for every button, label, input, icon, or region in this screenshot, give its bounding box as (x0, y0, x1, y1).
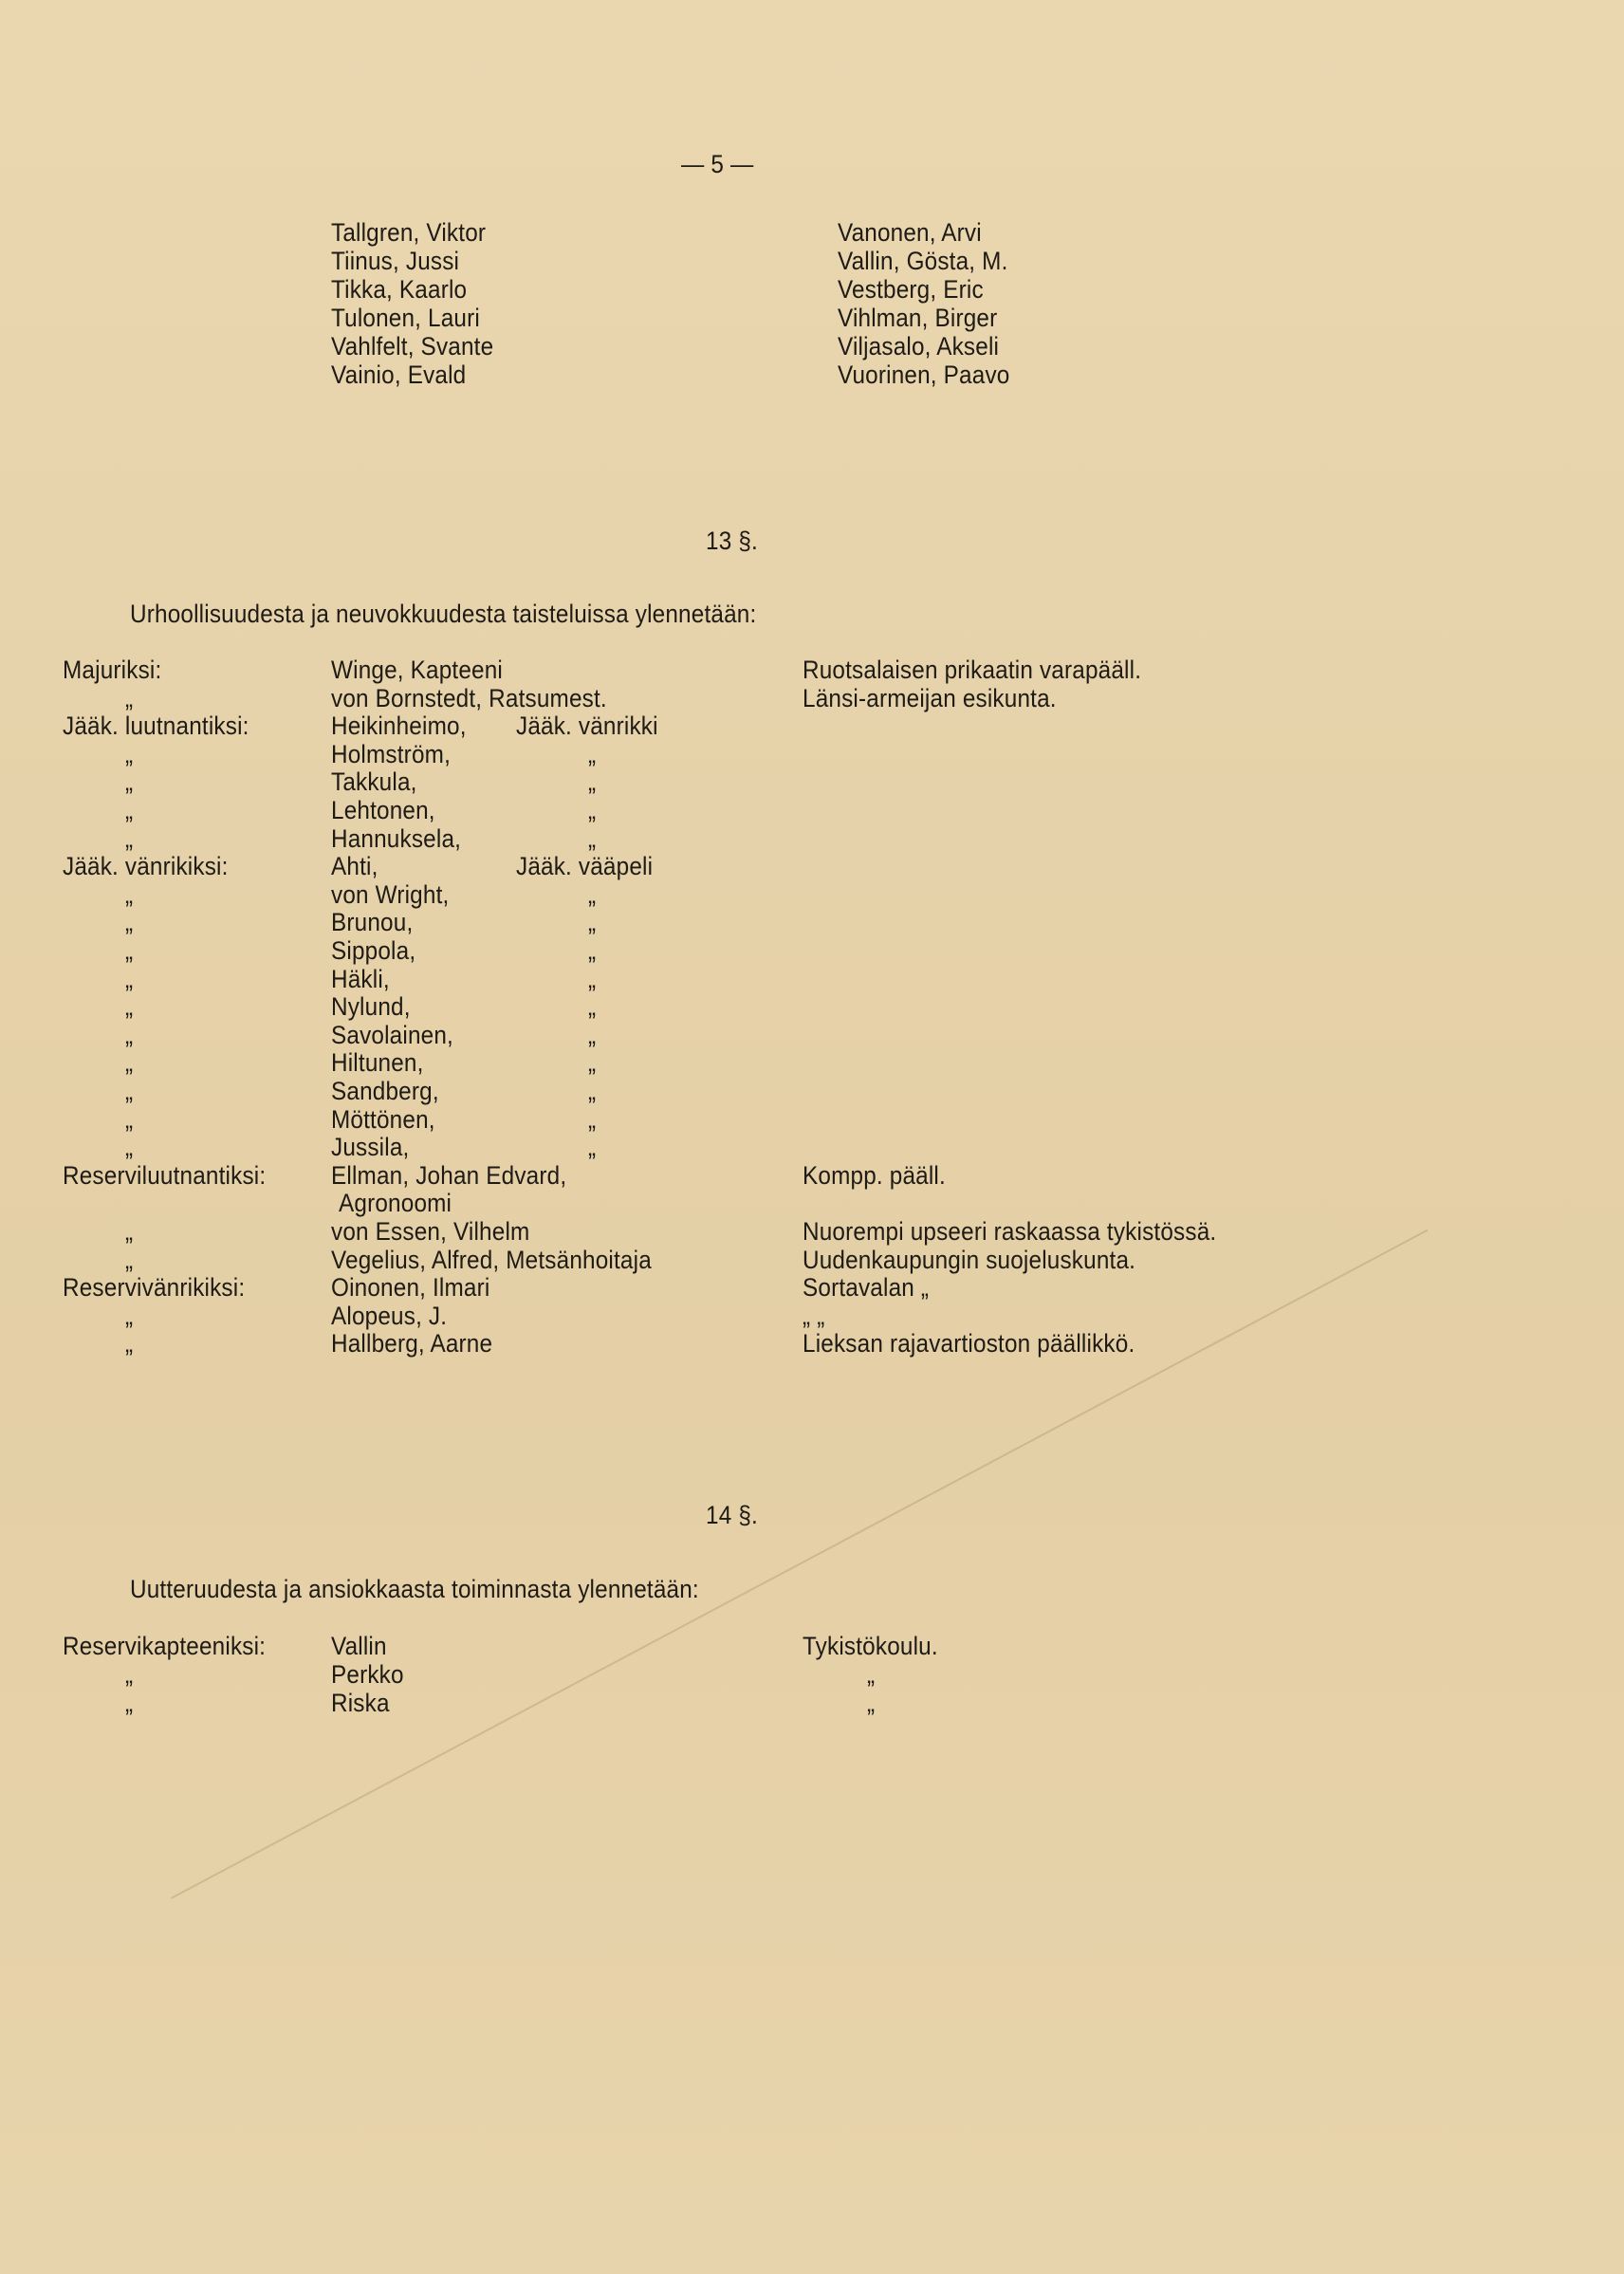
rank-label: „ (125, 1302, 134, 1330)
name-right-item: Vestberg, Eric (838, 275, 984, 304)
unit-label: Ruotsalaisen prikaatin varapääll. (803, 656, 1142, 684)
rank-label: „ (125, 1246, 134, 1274)
name-right-item: Vanonen, Arvi (838, 218, 982, 247)
person-title: „ (588, 1133, 597, 1161)
person-name: von Wright, (331, 880, 450, 909)
rank-label: „ (125, 796, 134, 824)
section-14-heading: 14 §. (706, 1501, 758, 1529)
rank-label: Majuriksi: (63, 656, 162, 684)
person-name: Sandberg, (331, 1077, 439, 1105)
person-title: „ (588, 1048, 597, 1077)
unit-label: Lieksan rajavartioston päällikkö. (803, 1329, 1135, 1358)
unit-label: Länsi-armeijan esikunta. (803, 684, 1057, 712)
name-left-item: Vainio, Evald (331, 361, 467, 389)
person-name: Hiltunen, (331, 1048, 424, 1077)
person-title: Jääk. vääpeli (516, 852, 654, 880)
person-name: Brunou, (331, 908, 414, 936)
name-right-item: Vihlman, Birger (838, 304, 998, 332)
rank-label: „ (125, 1048, 134, 1077)
rank-label: „ (125, 1689, 134, 1717)
section-13-heading: 13 §. (706, 527, 758, 555)
name-right-item: Vallin, Gösta, M. (838, 247, 1008, 275)
person-name: Sippola, (331, 936, 416, 965)
person-title: „ (588, 992, 597, 1021)
rank-label: „ (125, 1021, 134, 1049)
rank-label: Jääk. luutnantiksi: (63, 712, 249, 740)
unit-label: Nuorempi upseeri raskaassa tykistössä. (803, 1217, 1217, 1246)
person-name: Savolainen, (331, 1021, 453, 1049)
rank-label: „ (125, 767, 134, 796)
unit-label: „ „ (803, 1302, 825, 1330)
unit-label: Tykistökoulu. (803, 1632, 938, 1660)
name-left-item: Tikka, Kaarlo (331, 275, 468, 304)
rank-label: „ (125, 965, 134, 993)
rank-label: „ (125, 1105, 134, 1134)
person-name: Oinonen, Ilmari (331, 1273, 490, 1302)
rank-label: „ (125, 1217, 134, 1246)
person-title: „ (588, 796, 597, 824)
person-name: Jussila, (331, 1133, 410, 1161)
person-name: Lehtonen, (331, 796, 435, 824)
rank-label: „ (125, 1329, 134, 1358)
rank-label: „ (125, 824, 134, 853)
name-left-item: Tiinus, Jussi (331, 247, 460, 275)
name-left-item: Tulonen, Lauri (331, 304, 480, 332)
unit-label: Uudenkaupungin suojeluskunta. (803, 1246, 1136, 1274)
rank-label: Reservikapteeniksi: (63, 1632, 267, 1660)
person-title: „ (588, 740, 597, 768)
person-title: „ (588, 965, 597, 993)
person-title: „ (588, 1077, 597, 1105)
section-13-intro: Urhoollisuudesta ja neuvokkuudesta taisteluissa ylennetään: (130, 600, 757, 628)
person-title: Jääk. vänrikki (516, 712, 658, 740)
person-name: Heikinheimo, (331, 712, 467, 740)
person-name: Riska (331, 1689, 390, 1717)
person-name: Nylund, (331, 992, 411, 1021)
rank-label: „ (125, 880, 134, 909)
rank-label: Reserviluutnantiksi: (63, 1161, 267, 1190)
rank-label: Reservivänrikiksi: (63, 1273, 246, 1302)
person-name: von Essen, Vilhelm (331, 1217, 530, 1246)
page-number: — 5 — (681, 150, 754, 178)
person-name: Holmström, (331, 740, 452, 768)
person-name: Vegelius, Alfred, Metsänhoitaja (331, 1246, 652, 1274)
person-title: „ (588, 767, 597, 796)
rank-label: „ (125, 908, 134, 936)
person-name: Alopeus, J. (331, 1302, 448, 1330)
name-right-item: Viljasalo, Akseli (838, 332, 1000, 361)
person-title: „ (588, 880, 597, 909)
person-name: Häkli, (331, 965, 390, 993)
person-title: „ (588, 824, 597, 853)
person-title: „ (588, 908, 597, 936)
person-name: Takkula, (331, 767, 417, 796)
rank-label: Jääk. vänrikiksi: (63, 852, 229, 880)
person-name: Winge, Kapteeni (331, 656, 504, 684)
rank-label: „ (125, 1660, 134, 1689)
person-title: „ (588, 936, 597, 965)
person-name: Agronoomi (339, 1189, 452, 1217)
person-name: Ellman, Johan Edvard, (331, 1161, 567, 1190)
person-name: Perkko (331, 1660, 404, 1689)
unit-label: Kompp. pääll. (803, 1161, 946, 1190)
person-name: von Bornstedt, Ratsumest. (331, 684, 607, 712)
person-name: Möttönen, (331, 1105, 435, 1134)
name-left-item: Vahlfelt, Svante (331, 332, 494, 361)
section-14-intro: Uutteruudesta ja ansiokkaasta toiminnasta ylennetään: (130, 1575, 699, 1603)
rank-label: „ (125, 1133, 134, 1161)
person-title: „ (588, 1021, 597, 1049)
unit-label: „ (867, 1689, 876, 1717)
rank-label: „ (125, 992, 134, 1021)
person-name: Vallin (331, 1632, 387, 1660)
rank-label: „ (125, 936, 134, 965)
unit-label: Sortavalan „ (803, 1273, 930, 1302)
person-name: Hallberg, Aarne (331, 1329, 493, 1358)
rank-label: „ (125, 740, 134, 768)
name-left-item: Tallgren, Viktor (331, 218, 487, 247)
person-name: Ahti, (331, 852, 378, 880)
name-right-item: Vuorinen, Paavo (838, 361, 1010, 389)
rank-label: „ (125, 1077, 134, 1105)
rank-label: „ (125, 684, 134, 712)
person-name: Hannuksela, (331, 824, 462, 853)
unit-label: „ (867, 1660, 876, 1689)
person-title: „ (588, 1105, 597, 1134)
